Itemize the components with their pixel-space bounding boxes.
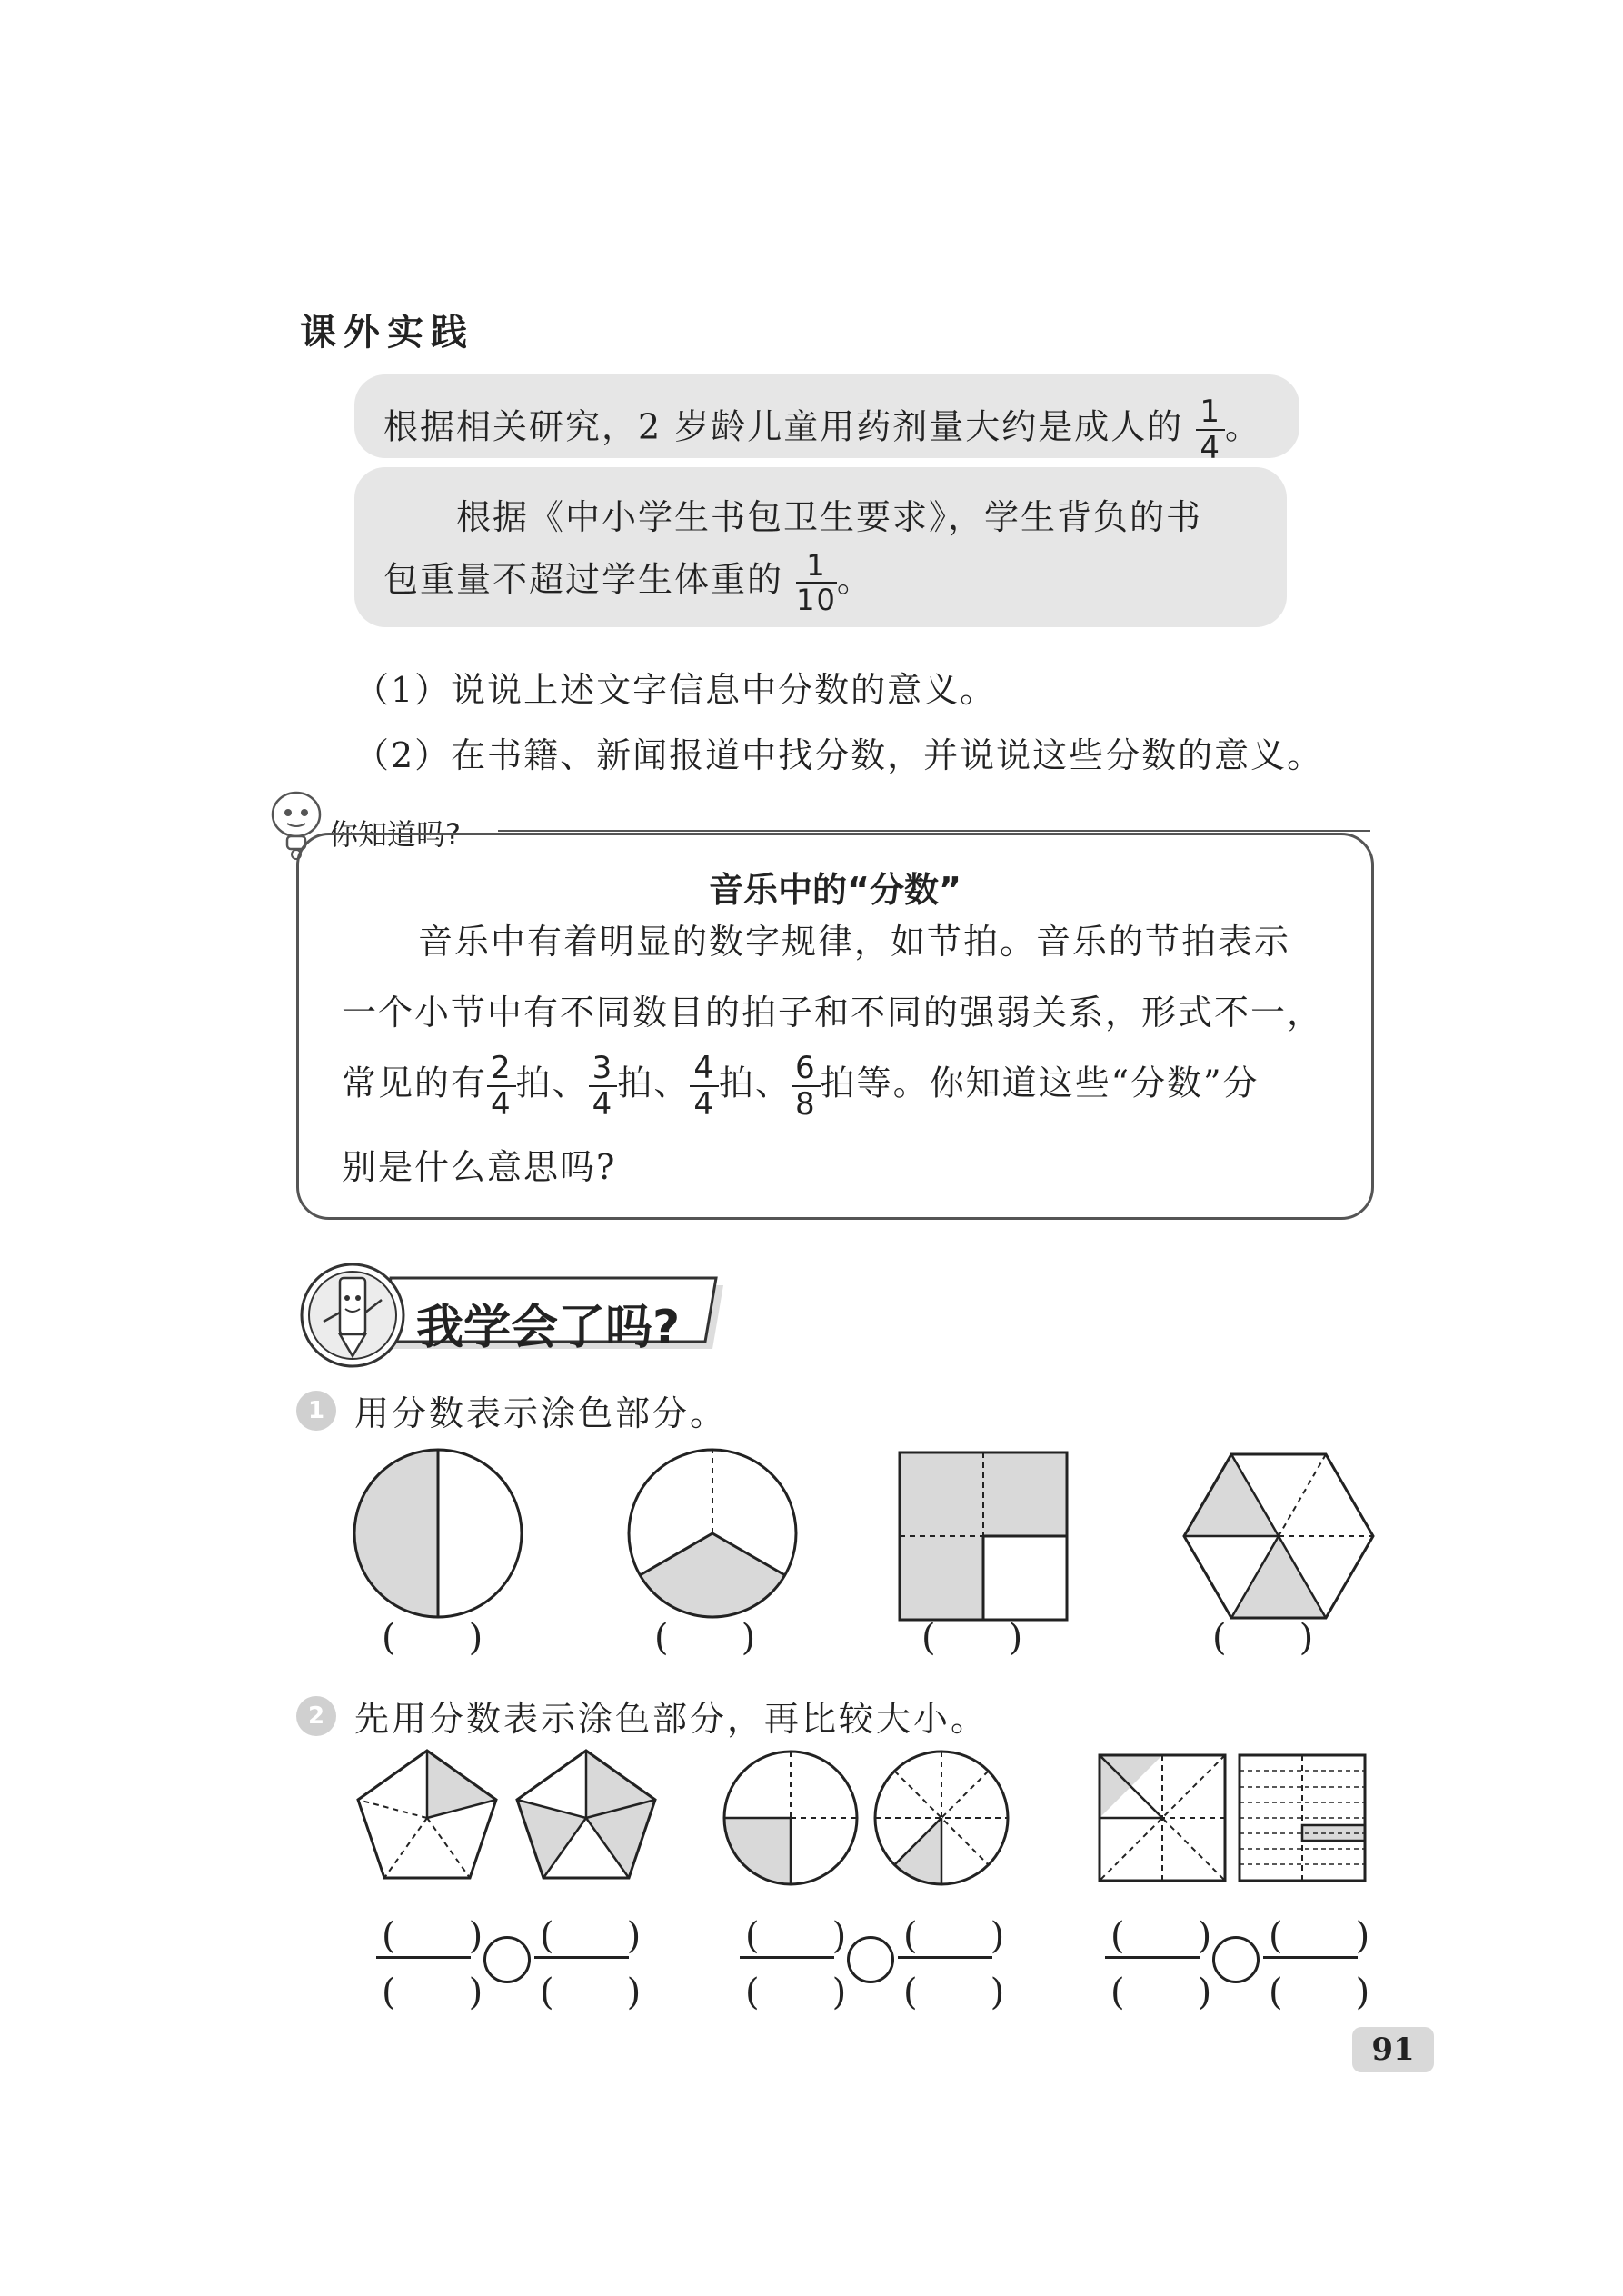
beat-unit: 拍、 — [617, 1063, 691, 1103]
bubble2-line2 — [383, 548, 873, 617]
bubble2-line1: 根据《中小学生书包卫生要求》，学生背负的书 — [456, 497, 1203, 537]
beat-fraction-4 — [792, 1050, 821, 1123]
fraction-denominator: 4 — [693, 1086, 715, 1123]
task-number-1: 1 — [296, 1391, 336, 1431]
bubble2-text: 包重量不超过学生体重的 — [383, 559, 784, 600]
bubble1-end: 。 — [1225, 406, 1262, 447]
compare-circle[interactable] — [1212, 1936, 1260, 1983]
compare-circle[interactable] — [847, 1936, 894, 1983]
know-label: 你知道吗? — [329, 817, 461, 852]
fraction-blank-num[interactable]: ( ) — [382, 1915, 483, 1957]
question-1: （1）说说上述文字信息中分数的意义。 — [354, 670, 997, 710]
know-line-2: 一个小节中有不同数目的拍子和不同的强弱关系，形式不一， — [342, 993, 1324, 1033]
fraction-bar — [1105, 1956, 1200, 1959]
figure-hexagon — [1184, 1454, 1373, 1618]
fraction-blank-num[interactable]: ( ) — [903, 1915, 1005, 1957]
compare-circle[interactable] — [483, 1936, 531, 1983]
info-bubble-2 — [354, 467, 1287, 627]
beat-unit: 拍、 — [515, 1063, 589, 1103]
beat-fraction-1 — [487, 1050, 516, 1123]
bubble2-fraction — [796, 548, 837, 617]
fraction-numerator: 1 — [1196, 396, 1225, 431]
section2-title: 我学会了吗? — [416, 1301, 681, 1355]
answer-paren-1[interactable]: ( ) — [382, 1617, 483, 1659]
question-2: （2）在书籍、新闻报道中找分数，并说说这些分数的意义。 — [354, 735, 1324, 775]
divider — [498, 830, 1370, 832]
fraction-numerator: 2 — [487, 1053, 516, 1087]
task-2-text: 先用分数表示涂色部分，再比较大小。 — [354, 1699, 989, 1739]
page-number: 91 — [1352, 2027, 1434, 2072]
fraction-bar — [1263, 1956, 1358, 1959]
fraction-blank-num[interactable]: ( ) — [745, 1915, 847, 1957]
fraction-bar — [898, 1956, 992, 1959]
know-line3-suffix: 你知道这些“分数”分 — [929, 1063, 1260, 1103]
fraction-denominator: 10 — [796, 583, 837, 617]
figure-circle-quarters — [724, 1752, 857, 1884]
answer-paren-4[interactable]: ( ) — [1212, 1617, 1314, 1659]
figure-pentagon-2 — [517, 1751, 655, 1878]
fraction-numerator: 3 — [589, 1053, 618, 1087]
answer-paren-3[interactable]: ( ) — [921, 1617, 1023, 1659]
fraction-denominator: 4 — [592, 1086, 614, 1123]
know-line3-prefix: 常见的有 — [342, 1063, 488, 1103]
know-line-4: 别是什么意思吗? — [342, 1147, 617, 1187]
beat-unit: 拍等。 — [820, 1063, 930, 1103]
know-line-3 — [342, 1050, 1341, 1123]
fraction-blank-den[interactable]: ( ) — [903, 1972, 1005, 2013]
fraction-denominator: 4 — [1200, 430, 1221, 466]
fraction-blank-num[interactable]: ( ) — [1269, 1915, 1370, 1957]
answer-paren-2[interactable]: ( ) — [654, 1617, 756, 1659]
fraction-bar — [534, 1956, 629, 1959]
info-bubble-1 — [354, 374, 1299, 466]
fraction-blank-den[interactable]: ( ) — [540, 1972, 642, 2013]
figure-pentagon-1 — [358, 1751, 496, 1878]
know-title: 音乐中的“分数” — [709, 870, 961, 910]
fraction-blank-num[interactable]: ( ) — [540, 1915, 642, 1957]
task-number-2: 2 — [296, 1696, 336, 1736]
beat-fraction-2 — [589, 1050, 618, 1123]
fraction-blank-den[interactable]: ( ) — [1269, 1972, 1370, 2013]
figure-rect-strips — [1240, 1755, 1365, 1881]
figure-square-eighths — [1100, 1755, 1225, 1881]
task-1-text: 用分数表示涂色部分。 — [354, 1393, 728, 1433]
beat-unit: 拍、 — [718, 1063, 792, 1103]
fraction-numerator: 1 — [796, 551, 837, 584]
beat-fraction-3 — [690, 1050, 719, 1123]
fraction-numerator: 6 — [792, 1053, 821, 1087]
fraction-denominator: 4 — [491, 1086, 513, 1123]
bubble1-line — [383, 396, 1261, 464]
know-line-1: 音乐中有着明显的数字规律，如节拍。音乐的节拍表示 — [418, 922, 1291, 962]
figure-circle-eighths — [875, 1752, 1008, 1884]
fraction-blank-den[interactable]: ( ) — [1110, 1972, 1212, 2013]
task1-figures — [345, 1427, 1381, 1636]
figure-square — [900, 1452, 1067, 1620]
fraction-blank-den[interactable]: ( ) — [745, 1972, 847, 2013]
figure-third-circle — [629, 1450, 796, 1617]
fraction-blank-num[interactable]: ( ) — [1110, 1915, 1212, 1957]
figure-half-circle — [354, 1450, 522, 1617]
fraction-bar — [376, 1956, 471, 1959]
section-title: 课外实践 — [300, 312, 474, 354]
fraction-bar — [740, 1956, 834, 1959]
fraction-blank-den[interactable]: ( ) — [382, 1972, 483, 2013]
task2-figures — [345, 1736, 1381, 1900]
fraction-numerator: 4 — [690, 1053, 719, 1087]
bubble1-text: 根据相关研究，2 岁龄儿童用药剂量大约是成人的 — [383, 406, 1184, 447]
fraction-denominator: 8 — [794, 1086, 817, 1123]
bubble2-end: 。 — [836, 559, 873, 600]
bubble1-fraction — [1196, 396, 1225, 464]
